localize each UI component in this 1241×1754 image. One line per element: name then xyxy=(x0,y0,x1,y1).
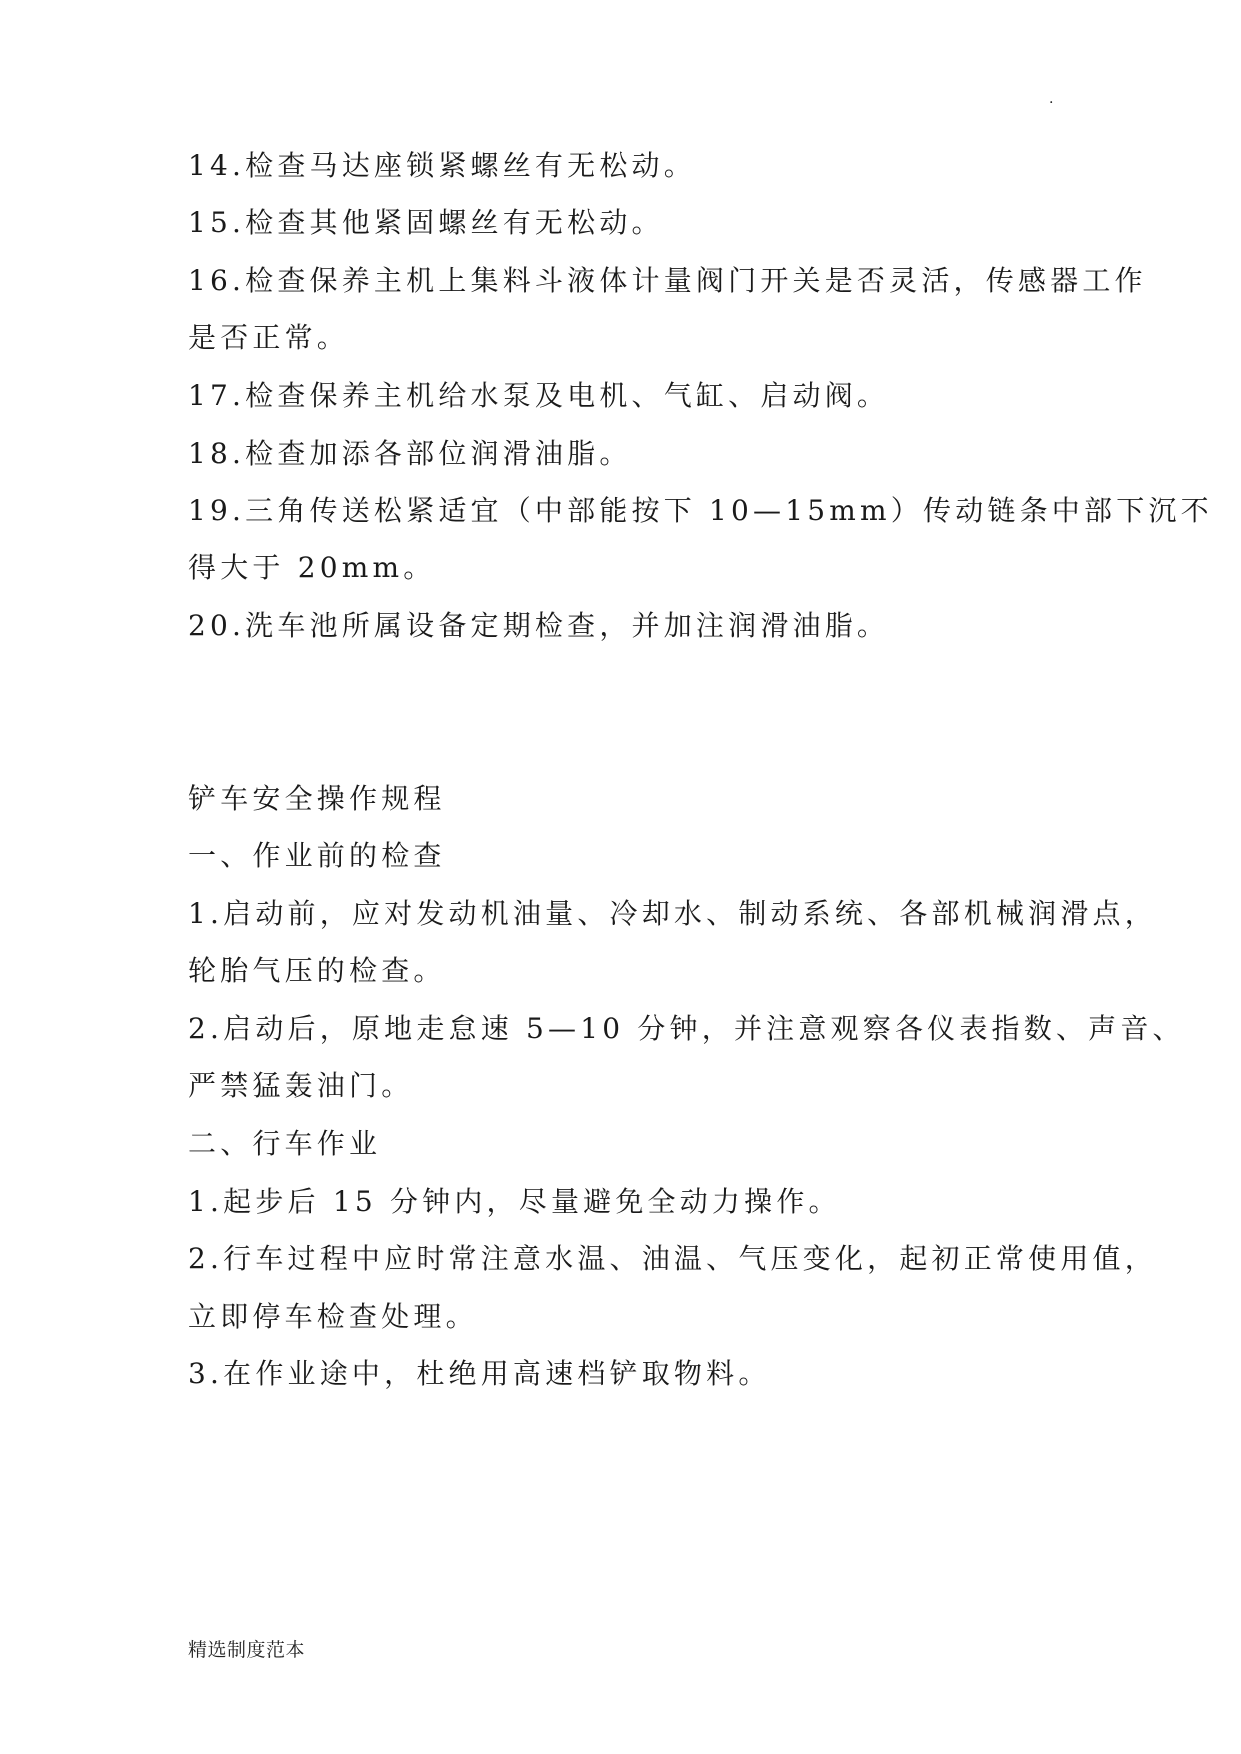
paragraph-19-line-2: 得大于 20mm。 xyxy=(188,551,436,584)
section-title-loader-safety: 铲车安全操作规程 xyxy=(188,782,446,815)
item-2-during-driving-line-2: 立即停车检查处理。 xyxy=(188,1300,478,1333)
paragraph-16-line-1: 16.检查保养主机上集料斗液体计量阀门开关是否灵活，传感器工作 xyxy=(188,264,1147,297)
item-1-before-start-line-1: 1.启动前，应对发动机油量、冷却水、制动系统、各部机械润滑点， xyxy=(188,897,1157,930)
item-1-before-start-line-2: 轮胎气压的检查。 xyxy=(188,954,446,987)
page-footer: 精选制度范本 xyxy=(188,1639,306,1661)
item-2-during-driving-line-1: 2.行车过程中应时常注意水温、油温、气压变化，起初正常使用值， xyxy=(188,1242,1157,1275)
item-1-after-departure: 1.起步后 15 分钟内，尽量避免全动力操作。 xyxy=(188,1185,841,1218)
heading-driving-operation: 二、行车作业 xyxy=(188,1127,382,1160)
paragraph-18-lubrication: 18.检查加添各部位润滑油脂。 xyxy=(188,437,632,470)
item-2-after-start-line-1: 2.启动后，原地走怠速 5—10 分钟，并注意观察各仪表指数、声音、 xyxy=(188,1012,1185,1045)
paragraph-17-water-pump: 17.检查保养主机给水泵及电机、气缸、启动阀。 xyxy=(188,379,890,412)
paragraph-15-other-bolts: 15.检查其他紧固螺丝有无松动。 xyxy=(188,206,664,239)
paragraph-20-wash-pool: 20.洗车池所属设备定期检查，并加注润滑油脂。 xyxy=(188,609,890,642)
paragraph-14-motor-seat-bolts: 14.检查马达座锁紧螺丝有无松动。 xyxy=(188,149,696,182)
item-2-after-start-line-2: 严禁猛轰油门。 xyxy=(188,1069,414,1102)
header-mark: . xyxy=(1049,91,1054,107)
item-3-during-work: 3.在作业途中，杜绝用高速档铲取物料。 xyxy=(188,1357,771,1390)
paragraph-19-line-1: 19.三角传送松紧适宜（中部能按下 10—15mm）传动链条中部下沉不 xyxy=(188,494,1213,527)
heading-pre-work-check: 一、作业前的检查 xyxy=(188,839,446,872)
paragraph-16-line-2: 是否正常。 xyxy=(188,321,350,354)
